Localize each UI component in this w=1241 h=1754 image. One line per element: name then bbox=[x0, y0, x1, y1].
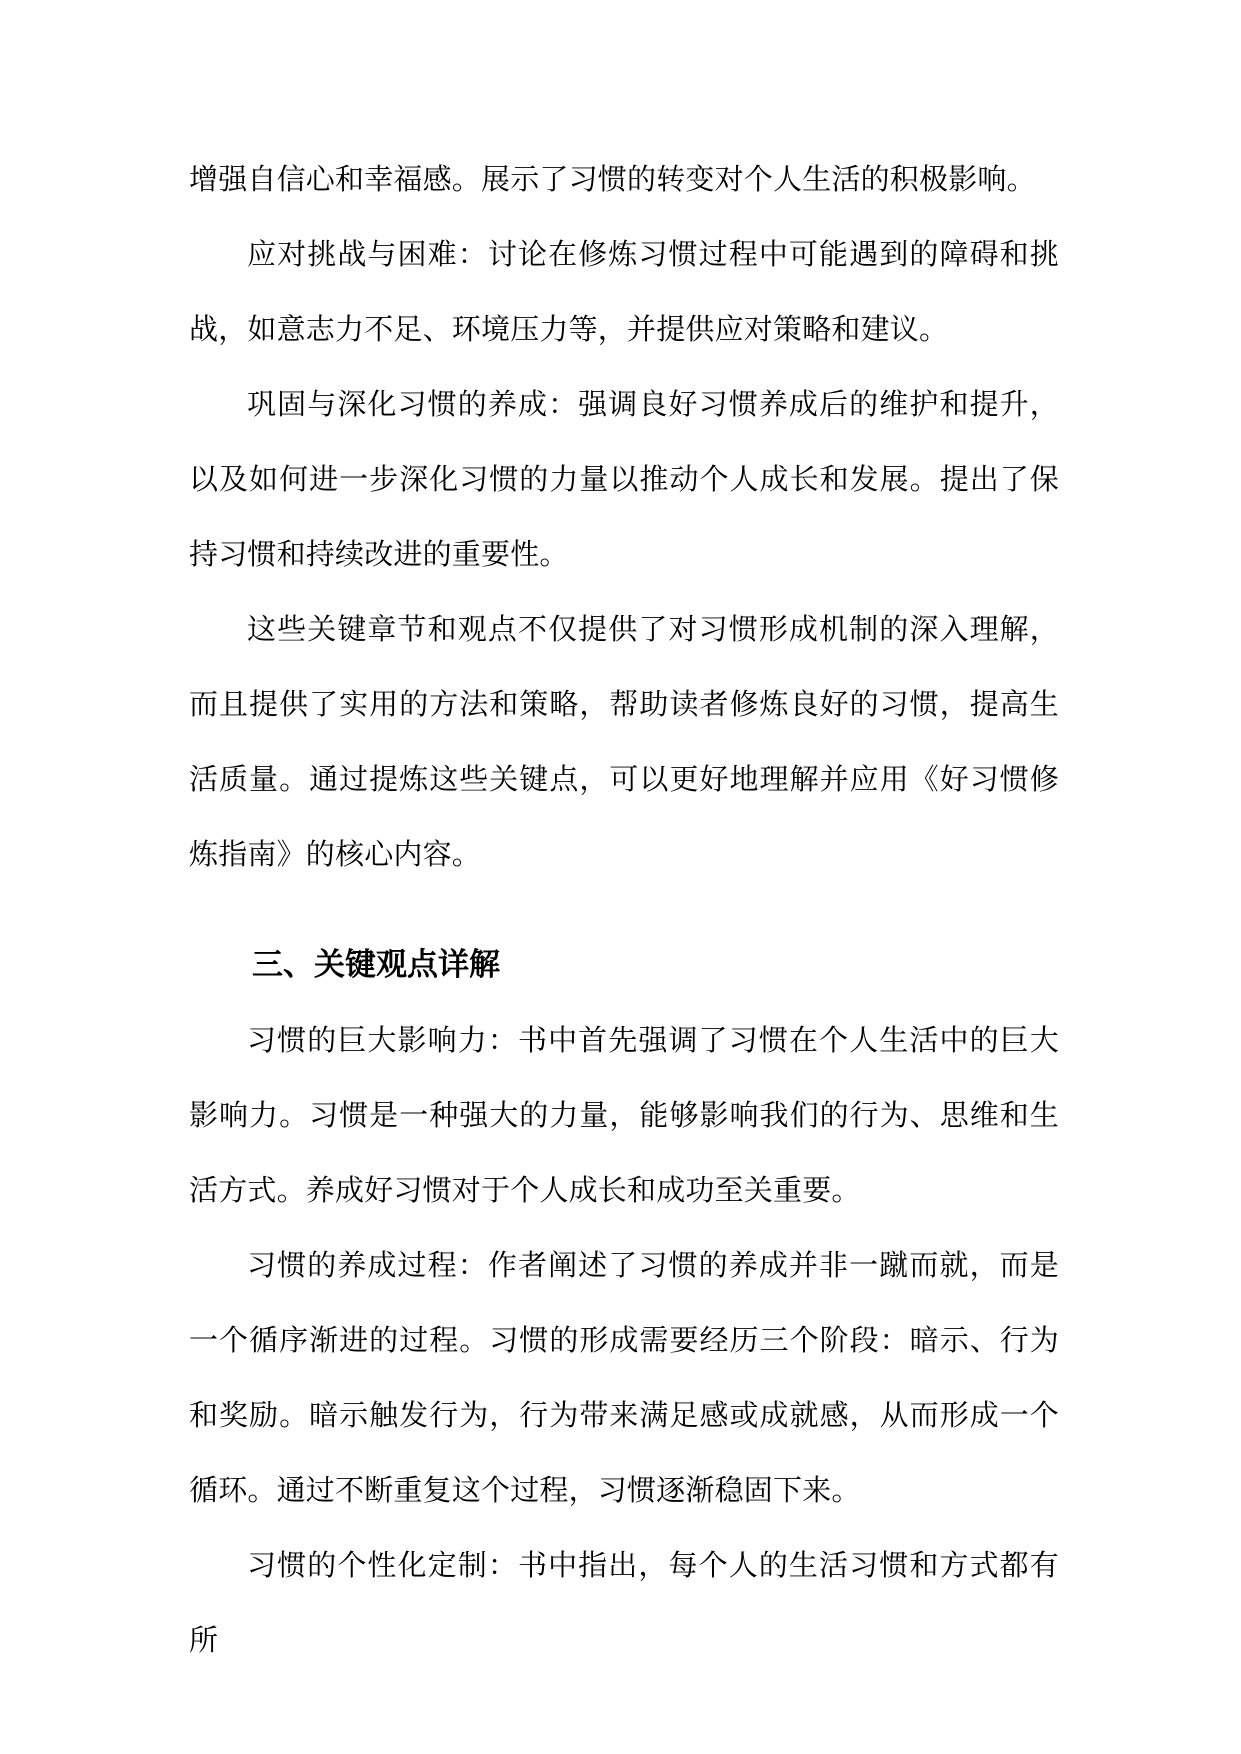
paragraph-summary: 这些关键章节和观点不仅提供了对习惯形成机制的深入理解，而且提供了实用的方法和策略，帮助读者修炼良好的习惯，提高生活质量。通过提炼这些关键点，可以更好地理解并应用《好习惯修炼指南》的核心内容。 bbox=[189, 612, 1059, 871]
paragraph-consolidation: 巩固与深化习惯的养成：强调良好习惯养成后的维护和提升，以及如何进一步深化习惯的力量以推动个人成长和发展。提出了保持习惯和持续改进的重要性。 bbox=[189, 387, 1059, 571]
document-body bbox=[189, 142, 1059, 1678]
section-heading: 三、关键观点详解 bbox=[252, 947, 500, 983]
paragraph-personalization: 习惯的个性化定制：书中指出，每个人的生活习惯和方式都有所 bbox=[189, 1548, 1059, 1657]
paragraph-influence: 习惯的巨大影响力：书中首先强调了习惯在个人生活中的巨大影响力。习惯是一种强大的力量，能够影响我们的行为、思维和生活方式。养成好习惯对于个人成长和成功至关重要。 bbox=[189, 1023, 1059, 1207]
paragraph-1: 增强自信心和幸福感。展示了习惯的转变对个人生活的积极影响。 bbox=[189, 162, 1036, 196]
paragraph-challenges: 应对挑战与困难：讨论在修炼习惯过程中可能遇到的障碍和挑战，如意志力不足、环境压力等，并提供应对策略和建议。 bbox=[189, 237, 1059, 346]
paragraph-formation-process: 习惯的养成过程：作者阐述了习惯的养成并非一蹴而就，而是一个循序渐进的过程。习惯的形成需要经历三个阶段：暗示、行为和奖励。暗示触发行为，行为带来满足感或成就感，从而形成一个循环。通过不断重复这个过程，习惯逐渐稳固下来。 bbox=[189, 1248, 1059, 1507]
